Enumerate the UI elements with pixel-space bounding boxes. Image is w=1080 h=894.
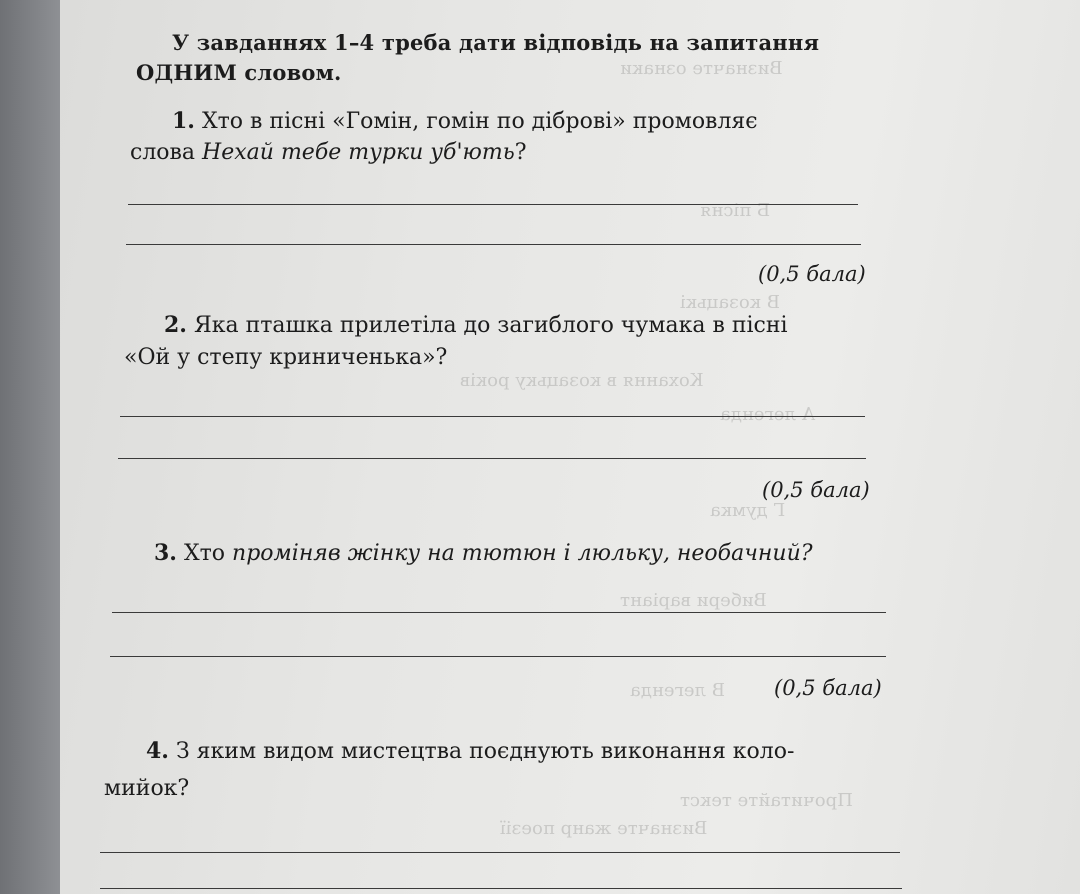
bleed-text: Прочитайте текст (680, 790, 853, 811)
answer-line[interactable] (118, 458, 866, 459)
question-number: 4. (146, 738, 169, 764)
question-4-line-1 (146, 738, 794, 764)
bleed-text: Визначте ознаки (620, 58, 783, 79)
question-text: Хто (183, 541, 233, 566)
question-text: слова (130, 140, 203, 165)
question-1-line-2 (130, 140, 527, 165)
bleed-text: Г думка (710, 500, 786, 521)
question-text: Хто в пісні «Гомін, гомін по діброві» промовляє (201, 109, 758, 134)
bleed-text: В козацькі (680, 292, 780, 313)
answer-line[interactable] (112, 612, 886, 613)
question-4-line-2: мийок? (104, 776, 190, 801)
question-number: 3. (154, 540, 177, 566)
bleed-text: Визначте жанр поезії (500, 818, 708, 839)
answer-line[interactable] (120, 416, 865, 417)
bleed-text: Б пісня (700, 200, 771, 221)
points-label: (0,5 бала) (762, 478, 870, 502)
bleed-text: Вибери варіант (620, 590, 767, 611)
question-2-line-2: «Ой у степу криниченька»? (124, 345, 448, 370)
worksheet-page (60, 0, 1080, 894)
points-label: (0,5 бала) (774, 676, 882, 700)
question-2-line-1 (164, 312, 788, 338)
question-italic-text: проміняв жінку на тютюн і люльку, необачний? (232, 541, 813, 566)
question-italic-text: Нехай тебе турки уб'ють (202, 140, 515, 165)
background-left (0, 0, 60, 894)
bleed-text: В легенда (630, 680, 725, 701)
question-text: ? (514, 140, 527, 165)
answer-line[interactable] (126, 244, 861, 245)
answer-line[interactable] (100, 888, 902, 889)
bleed-text: А легенда (720, 404, 816, 425)
answer-line[interactable] (100, 852, 900, 853)
intro-line-2: ОДНИМ словом. (136, 60, 342, 85)
question-text: Яка пташка прилетіла до загиблого чумака в пісні (193, 313, 788, 338)
intro-line-1: У завданнях 1–4 треба дати відповідь на запитання (172, 30, 820, 55)
question-text: З яким видом мистецтва поєднують виконання коло- (175, 739, 795, 764)
points-label: (0,5 бала) (758, 262, 866, 286)
bleed-text: Кохання в козацьку років (460, 370, 704, 391)
answer-line[interactable] (110, 656, 886, 657)
question-3-line-1 (154, 540, 813, 566)
question-number: 2. (164, 312, 187, 338)
question-number: 1. (172, 108, 195, 134)
question-1-line-1 (172, 108, 758, 134)
answer-line[interactable] (128, 204, 858, 205)
